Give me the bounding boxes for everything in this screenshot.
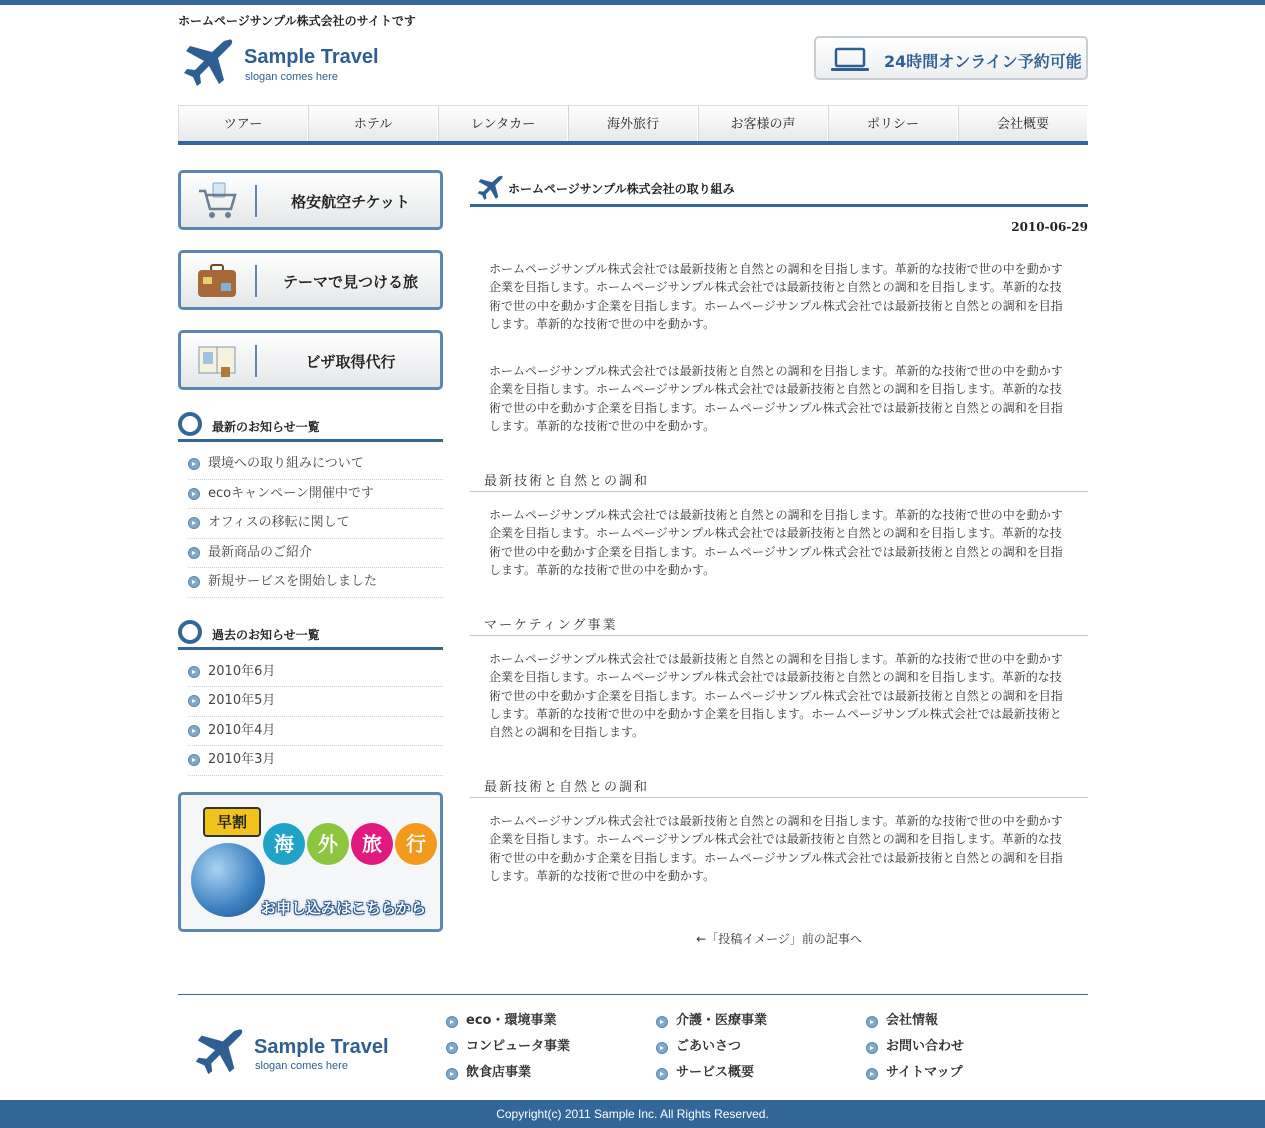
footer-logo-slogan: slogan comes here (255, 1060, 348, 1072)
suitcase-icon (195, 261, 239, 301)
footer-logo[interactable] (190, 1026, 420, 1082)
button-divider (255, 185, 257, 217)
visa-label: ビザ取得代行 (305, 353, 396, 371)
laptop-icon (830, 47, 870, 73)
arrow-bullet-icon (188, 576, 200, 588)
section-heading-text: マーケティング事業 (484, 618, 618, 633)
site-logo[interactable] (178, 36, 418, 92)
footer-link-label: コンピュータ事業 (466, 1039, 571, 1054)
footer-link[interactable] (446, 1064, 570, 1090)
global-nav (178, 105, 1088, 145)
top-accent-bar (0, 0, 1265, 5)
arrow-bullet-icon (656, 1042, 668, 1054)
banner-char: 旅 (351, 823, 393, 865)
archive-heading (178, 618, 443, 650)
arrow-bullet-icon (188, 547, 200, 559)
nav-voice[interactable]: お客様の声 (698, 106, 828, 141)
archive-link-label: 2010年5月 (208, 693, 276, 708)
globe-icon (191, 843, 265, 917)
archive-link[interactable] (188, 687, 443, 717)
article-paragraph: ホームページサンプル株式会社では最新技術と自然との調和を目指します。革新的な技術で世の中を動かす企業を目指します。ホームページサンプル株式会社では最新技術と自然との調和を目指します。革新的な技術で世の中を動かす企業を目指します。ホームページサンプル株式会社では最新技術と自然との調和を目指します。革新的な技術で世の中を動かす。 (489, 508, 1063, 577)
article-paragraph: ホームページサンプル株式会社では最新技術と自然との調和を目指します。革新的な技術で世の中を動かす企業を目指します。ホームページサンプル株式会社では最新技術と自然との調和を目指します。革新的な技術で世の中を動かす企業を目指します。ホームページサンプル株式会社では最新技術と自然との調和を目指します。革新的な技術で世の中を動かす。 (489, 814, 1063, 883)
footer-link[interactable] (446, 1012, 570, 1038)
banner-char: 外 (307, 823, 349, 865)
archive-link[interactable] (188, 717, 443, 747)
arrow-bullet-icon (188, 517, 200, 529)
footer-link-label: お問い合わせ (886, 1039, 965, 1054)
section-heading-text: 最新技術と自然との調和 (484, 780, 650, 795)
airplane-icon (178, 36, 234, 90)
arrow-bullet-icon (866, 1016, 878, 1028)
early-bird-badge: 早割 (203, 807, 261, 837)
nav-hotel[interactable]: ホテル (308, 106, 438, 141)
section-heading (470, 464, 1088, 492)
latest-news-heading (178, 410, 443, 442)
news-link-label: オフィスの移転に関して (208, 515, 350, 530)
news-link[interactable] (188, 509, 443, 539)
article-paragraph: ホームページサンプル株式会社では最新技術と自然との調和を目指します。革新的な技術で世の中を動かす企業を目指します。ホームページサンプル株式会社では最新技術と自然との調和を目指します。革新的な技術で世の中を動かす企業を目指します。ホームページサンプル株式会社では最新技術と自然との調和を目指します。革新的な技術で世の中を動かす。 (489, 364, 1063, 433)
news-link-label: 環境への取り組みについて (208, 456, 364, 471)
footer-link-label: 会社情報 (886, 1013, 939, 1028)
sidebar (178, 170, 443, 917)
footer-column (866, 1012, 964, 1090)
ring-icon (178, 620, 202, 644)
theme-travel-label: テーマで見つける旅 (282, 273, 418, 291)
nav-tour[interactable]: ツアー (178, 106, 308, 141)
footer-link-label: 飲食店事業 (466, 1065, 532, 1080)
news-link[interactable] (188, 480, 443, 510)
arrow-bullet-icon (188, 488, 200, 500)
footer-link-label: サービス概要 (676, 1065, 755, 1080)
article-date: 2010-06-29 (1011, 220, 1088, 234)
footer-link[interactable] (446, 1038, 570, 1064)
arrow-bullet-icon (446, 1068, 458, 1080)
footer-link-label: ごあいさつ (676, 1039, 742, 1054)
ring-icon (178, 412, 202, 436)
footer-column (656, 1012, 767, 1090)
article-paragraph: ホームページサンプル株式会社では最新技術と自然との調和を目指します。革新的な技術で世の中を動かす企業を目指します。ホームページサンプル株式会社では最新技術と自然との調和を目指します。革新的な技術で世の中を動かす企業を目指します。ホームページサンプル株式会社では最新技術と自然との調和を目指します。革新的な技術で世の中を動かす。 (489, 262, 1063, 331)
footer-link-label: eco・環境事業 (466, 1013, 557, 1028)
passport-icon (195, 341, 239, 381)
cheap-ticket-button[interactable] (178, 170, 443, 230)
cheap-ticket-label: 格安航空チケット (291, 193, 410, 211)
banner-apply-text: お申し込みはこちらから (261, 899, 427, 917)
online-reservation-button[interactable] (814, 36, 1088, 80)
button-divider (255, 265, 257, 297)
nav-rentacar[interactable]: レンタカー (438, 106, 568, 141)
arrow-bullet-icon (188, 695, 200, 707)
latest-news-list (188, 450, 443, 598)
archive-link[interactable] (188, 746, 443, 776)
footer-link-label: サイトマップ (886, 1065, 963, 1080)
archive-link[interactable] (188, 658, 443, 688)
footer-link[interactable] (866, 1064, 964, 1090)
airplane-icon (190, 1026, 244, 1078)
news-link-label: 最新商品のご紹介 (208, 544, 313, 560)
news-link[interactable] (188, 450, 443, 480)
nav-company[interactable]: 会社概要 (958, 106, 1088, 141)
arrow-bullet-icon (446, 1042, 458, 1054)
news-link[interactable] (188, 568, 443, 598)
archive-title: 過去のお知らせ一覧 (212, 627, 320, 642)
article-title: ホームページサンプル株式会社の取り組み (508, 182, 735, 196)
archive-link-label: 2010年3月 (208, 752, 276, 767)
nav-overseas[interactable]: 海外旅行 (568, 106, 698, 141)
visa-button[interactable] (178, 330, 443, 390)
arrow-bullet-icon (866, 1042, 878, 1054)
section-heading (470, 770, 1088, 798)
arrow-bullet-icon (866, 1068, 878, 1080)
theme-travel-button[interactable] (178, 250, 443, 310)
latest-news-title: 最新のお知らせ一覧 (212, 420, 320, 434)
arrow-bullet-icon (188, 754, 200, 766)
archive-link-label: 2010年6月 (208, 663, 276, 679)
footer-link[interactable] (656, 1038, 767, 1064)
main-content (470, 170, 1088, 946)
shopping-cart-icon (195, 181, 239, 221)
banner-char: 行 (395, 823, 437, 865)
arrow-bullet-icon (188, 458, 200, 470)
button-divider (255, 345, 257, 377)
article-paragraph: ホームページサンプル株式会社では最新技術と自然との調和を目指します。革新的な技術で世の中を動かす企業を目指します。ホームページサンプル株式会社では最新技術と自然との調和を目指します。革新的な技術で世の中を動かす企業を目指します。ホームページサンプル株式会社では最新技術と自然との調和を目指します。革新的な技術で世の中を動かす企業を目指します。ホームページサンプル株式会社では最新技術と自然との調和を目指します。 (489, 652, 1063, 740)
arrow-bullet-icon (188, 666, 200, 678)
arrow-bullet-icon (188, 725, 200, 737)
previous-article-link[interactable]: ←「投稿イメージ」前の記事へ (696, 932, 862, 946)
footer-divider (178, 994, 1088, 995)
logo-slogan: slogan comes here (245, 71, 338, 83)
footer-link-label: 介護・医療事業 (676, 1013, 768, 1028)
arrow-bullet-icon (446, 1016, 458, 1028)
airplane-icon (474, 174, 504, 202)
article-heading (470, 170, 1088, 207)
overseas-travel-banner[interactable] (178, 792, 443, 932)
copyright-bar: Copyright(c) 2011 Sample Inc. All Rights Reserved. (0, 1100, 1265, 1128)
arrow-bullet-icon (656, 1016, 668, 1028)
site-tagline: ホームページサンプル株式会社のサイトです (178, 14, 416, 28)
news-link-label: 新規サービスを開始しました (208, 574, 378, 589)
section-heading-text: 最新技術と自然との調和 (484, 474, 650, 489)
news-link-label: ecoキャンペーン開催中です (208, 485, 374, 501)
footer-link[interactable] (866, 1012, 964, 1038)
nav-policy[interactable]: ポリシー (828, 106, 958, 141)
reserve-label: 24時間オンライン予約可能 (884, 52, 1082, 71)
arrow-bullet-icon (656, 1068, 668, 1080)
banner-char: 海 (263, 823, 305, 865)
footer-link[interactable] (866, 1038, 964, 1064)
logo-title: Sample Travel (244, 46, 379, 68)
footer-logo-title: Sample Travel (254, 1036, 389, 1058)
footer-link[interactable] (656, 1012, 767, 1038)
section-heading (470, 608, 1088, 636)
footer-column (446, 1012, 570, 1090)
archive-link-label: 2010年4月 (208, 722, 276, 738)
footer-link[interactable] (656, 1064, 767, 1090)
archive-list (188, 658, 443, 776)
news-link[interactable] (188, 539, 443, 569)
